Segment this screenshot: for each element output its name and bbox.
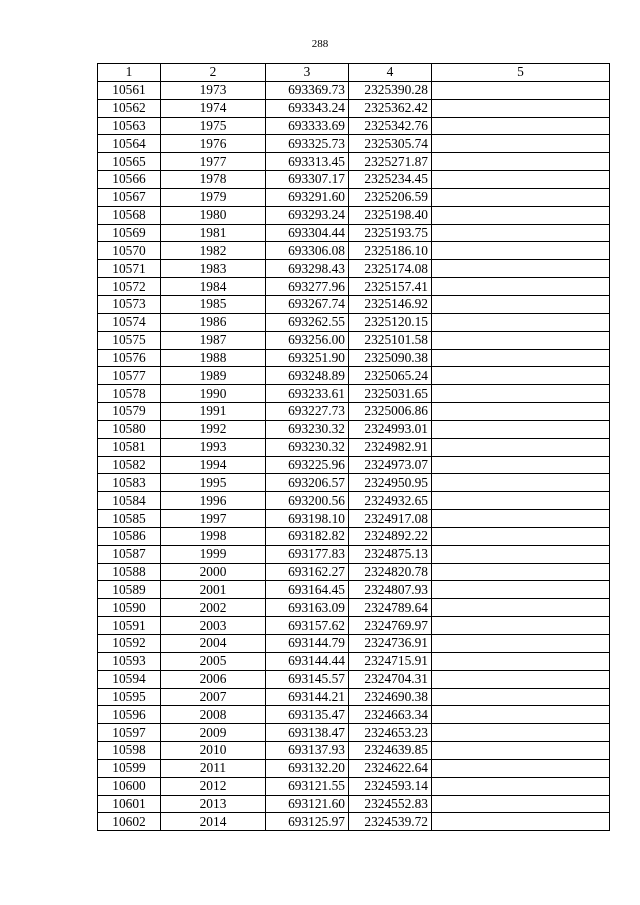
x-coordinate-cell: 693313.45: [266, 153, 349, 171]
row-number-cell: 10599: [98, 759, 161, 777]
note-cell: [432, 652, 610, 670]
y-coordinate-cell: 2324917.08: [349, 510, 432, 528]
x-coordinate-cell: 693138.47: [266, 724, 349, 742]
row-number-cell: 10581: [98, 438, 161, 456]
row-number-cell: 10579: [98, 403, 161, 421]
table-row: [98, 688, 610, 706]
y-coordinate-cell: 2324639.85: [349, 742, 432, 760]
point-number-cell: 1992: [161, 420, 266, 438]
column-header-2: 2: [161, 64, 266, 82]
table-row: [98, 581, 610, 599]
row-number-cell: 10562: [98, 99, 161, 117]
row-number-cell: 10597: [98, 724, 161, 742]
note-cell: [432, 670, 610, 688]
table-row: [98, 456, 610, 474]
x-coordinate-cell: 693248.89: [266, 367, 349, 385]
row-number-cell: 10585: [98, 510, 161, 528]
note-cell: [432, 456, 610, 474]
y-coordinate-cell: 2324820.78: [349, 563, 432, 581]
note-cell: [432, 367, 610, 385]
note-cell: [432, 278, 610, 296]
note-cell: [432, 795, 610, 813]
table-row: [98, 385, 610, 403]
y-coordinate-cell: 2324539.72: [349, 813, 432, 831]
table-row: [98, 652, 610, 670]
table-row: [98, 135, 610, 153]
point-number-cell: 1996: [161, 492, 266, 510]
row-number-cell: 10586: [98, 527, 161, 545]
point-number-cell: 1987: [161, 331, 266, 349]
x-coordinate-cell: 693162.27: [266, 563, 349, 581]
x-coordinate-cell: 693177.83: [266, 545, 349, 563]
row-number-cell: 10587: [98, 545, 161, 563]
y-coordinate-cell: 2324973.07: [349, 456, 432, 474]
point-number-cell: 2013: [161, 795, 266, 813]
row-number-cell: 10596: [98, 706, 161, 724]
coordinates-table: [97, 63, 610, 831]
point-number-cell: 1974: [161, 99, 266, 117]
table-row: [98, 420, 610, 438]
table-row: [98, 403, 610, 421]
y-coordinate-cell: 2324653.23: [349, 724, 432, 742]
table-row: [98, 438, 610, 456]
y-coordinate-cell: 2324690.38: [349, 688, 432, 706]
y-coordinate-cell: 2325362.42: [349, 99, 432, 117]
row-number-cell: 10593: [98, 652, 161, 670]
row-number-cell: 10568: [98, 206, 161, 224]
page-number: 288: [311, 38, 329, 50]
table-row: [98, 813, 610, 831]
table-row: [98, 492, 610, 510]
y-coordinate-cell: 2325193.75: [349, 224, 432, 242]
x-coordinate-cell: 693277.96: [266, 278, 349, 296]
y-coordinate-cell: 2325090.38: [349, 349, 432, 367]
point-number-cell: 1980: [161, 206, 266, 224]
x-coordinate-cell: 693306.08: [266, 242, 349, 260]
table-row: [98, 313, 610, 331]
point-number-cell: 2004: [161, 635, 266, 653]
y-coordinate-cell: 2324593.14: [349, 777, 432, 795]
y-coordinate-cell: 2324715.91: [349, 652, 432, 670]
row-number-cell: 10601: [98, 795, 161, 813]
point-number-cell: 1986: [161, 313, 266, 331]
x-coordinate-cell: 693144.44: [266, 652, 349, 670]
point-number-cell: 1975: [161, 117, 266, 135]
note-cell: [432, 474, 610, 492]
x-coordinate-cell: 693256.00: [266, 331, 349, 349]
column-header-5: 5: [432, 64, 610, 82]
point-number-cell: 1995: [161, 474, 266, 492]
y-coordinate-cell: 2324993.01: [349, 420, 432, 438]
y-coordinate-cell: 2324552.83: [349, 795, 432, 813]
x-coordinate-cell: 693164.45: [266, 581, 349, 599]
row-number-cell: 10594: [98, 670, 161, 688]
point-number-cell: 2003: [161, 617, 266, 635]
column-header-3: 3: [266, 64, 349, 82]
row-number-cell: 10576: [98, 349, 161, 367]
y-coordinate-cell: 2325234.45: [349, 171, 432, 189]
x-coordinate-cell: 693144.21: [266, 688, 349, 706]
table-row: [98, 777, 610, 795]
row-number-cell: 10602: [98, 813, 161, 831]
table-row: [98, 99, 610, 117]
point-number-cell: 2009: [161, 724, 266, 742]
table-row: [98, 599, 610, 617]
point-number-cell: 2001: [161, 581, 266, 599]
row-number-cell: 10564: [98, 135, 161, 153]
y-coordinate-cell: 2324932.65: [349, 492, 432, 510]
row-number-cell: 10567: [98, 188, 161, 206]
table-row: [98, 81, 610, 99]
x-coordinate-cell: 693307.17: [266, 171, 349, 189]
point-number-cell: 2014: [161, 813, 266, 831]
note-cell: [432, 81, 610, 99]
table-row: [98, 188, 610, 206]
row-number-cell: 10595: [98, 688, 161, 706]
y-coordinate-cell: 2325006.86: [349, 403, 432, 421]
y-coordinate-cell: 2324704.31: [349, 670, 432, 688]
point-number-cell: 1977: [161, 153, 266, 171]
x-coordinate-cell: 693369.73: [266, 81, 349, 99]
note-cell: [432, 706, 610, 724]
table-row: [98, 563, 610, 581]
row-number-cell: 10584: [98, 492, 161, 510]
y-coordinate-cell: 2324950.95: [349, 474, 432, 492]
x-coordinate-cell: 693132.20: [266, 759, 349, 777]
x-coordinate-cell: 693157.62: [266, 617, 349, 635]
table-row: [98, 617, 610, 635]
y-coordinate-cell: 2325186.10: [349, 242, 432, 260]
note-cell: [432, 688, 610, 706]
point-number-cell: 2002: [161, 599, 266, 617]
table-row: [98, 724, 610, 742]
table-row: [98, 545, 610, 563]
point-number-cell: 2012: [161, 777, 266, 795]
row-number-cell: 10578: [98, 385, 161, 403]
note-cell: [432, 777, 610, 795]
point-number-cell: 1983: [161, 260, 266, 278]
y-coordinate-cell: 2324736.91: [349, 635, 432, 653]
note-cell: [432, 510, 610, 528]
note-cell: [432, 420, 610, 438]
x-coordinate-cell: 693225.96: [266, 456, 349, 474]
table-row: [98, 527, 610, 545]
point-number-cell: 1985: [161, 295, 266, 313]
note-cell: [432, 188, 610, 206]
table-row: [98, 153, 610, 171]
table-row: [98, 759, 610, 777]
row-number-cell: 10590: [98, 599, 161, 617]
x-coordinate-cell: 693144.79: [266, 635, 349, 653]
note-cell: [432, 492, 610, 510]
x-coordinate-cell: 693121.55: [266, 777, 349, 795]
y-coordinate-cell: 2325206.59: [349, 188, 432, 206]
point-number-cell: 1981: [161, 224, 266, 242]
y-coordinate-cell: 2324622.64: [349, 759, 432, 777]
table-row: [98, 224, 610, 242]
row-number-cell: 10569: [98, 224, 161, 242]
y-coordinate-cell: 2324807.93: [349, 581, 432, 599]
point-number-cell: 1998: [161, 527, 266, 545]
point-number-cell: 1984: [161, 278, 266, 296]
row-number-cell: 10574: [98, 313, 161, 331]
x-coordinate-cell: 693121.60: [266, 795, 349, 813]
row-number-cell: 10582: [98, 456, 161, 474]
table-row: [98, 278, 610, 296]
column-header-4: 4: [349, 64, 432, 82]
x-coordinate-cell: 693163.09: [266, 599, 349, 617]
x-coordinate-cell: 693298.43: [266, 260, 349, 278]
y-coordinate-cell: 2325198.40: [349, 206, 432, 224]
note-cell: [432, 527, 610, 545]
row-number-cell: 10571: [98, 260, 161, 278]
table-row: [98, 742, 610, 760]
x-coordinate-cell: 693200.56: [266, 492, 349, 510]
table-row: [98, 206, 610, 224]
note-cell: [432, 153, 610, 171]
row-number-cell: 10580: [98, 420, 161, 438]
note-cell: [432, 581, 610, 599]
x-coordinate-cell: 693293.24: [266, 206, 349, 224]
note-cell: [432, 545, 610, 563]
note-cell: [432, 349, 610, 367]
note-cell: [432, 635, 610, 653]
x-coordinate-cell: 693230.32: [266, 420, 349, 438]
x-coordinate-cell: 693182.82: [266, 527, 349, 545]
row-number-cell: 10561: [98, 81, 161, 99]
note-cell: [432, 563, 610, 581]
table-row: [98, 295, 610, 313]
point-number-cell: 1976: [161, 135, 266, 153]
y-coordinate-cell: 2324769.97: [349, 617, 432, 635]
point-number-cell: 2008: [161, 706, 266, 724]
table-header: [98, 64, 610, 82]
note-cell: [432, 617, 610, 635]
point-number-cell: 2006: [161, 670, 266, 688]
y-coordinate-cell: 2325342.76: [349, 117, 432, 135]
row-number-cell: 10575: [98, 331, 161, 349]
row-number-cell: 10570: [98, 242, 161, 260]
note-cell: [432, 295, 610, 313]
table-row: [98, 635, 610, 653]
x-coordinate-cell: 693304.44: [266, 224, 349, 242]
note-cell: [432, 242, 610, 260]
row-number-cell: 10573: [98, 295, 161, 313]
y-coordinate-cell: 2324789.64: [349, 599, 432, 617]
note-cell: [432, 171, 610, 189]
point-number-cell: 1979: [161, 188, 266, 206]
x-coordinate-cell: 693325.73: [266, 135, 349, 153]
table-row: [98, 795, 610, 813]
row-number-cell: 10565: [98, 153, 161, 171]
x-coordinate-cell: 693227.73: [266, 403, 349, 421]
note-cell: [432, 206, 610, 224]
row-number-cell: 10588: [98, 563, 161, 581]
note-cell: [432, 438, 610, 456]
y-coordinate-cell: 2325271.87: [349, 153, 432, 171]
y-coordinate-cell: 2325120.15: [349, 313, 432, 331]
point-number-cell: 2010: [161, 742, 266, 760]
y-coordinate-cell: 2325101.58: [349, 331, 432, 349]
point-number-cell: 2000: [161, 563, 266, 581]
table-row: [98, 349, 610, 367]
table-row: [98, 260, 610, 278]
row-number-cell: 10600: [98, 777, 161, 795]
x-coordinate-cell: 693145.57: [266, 670, 349, 688]
x-coordinate-cell: 693262.55: [266, 313, 349, 331]
note-cell: [432, 313, 610, 331]
y-coordinate-cell: 2325146.92: [349, 295, 432, 313]
note-cell: [432, 742, 610, 760]
x-coordinate-cell: 693233.61: [266, 385, 349, 403]
note-cell: [432, 599, 610, 617]
point-number-cell: 1994: [161, 456, 266, 474]
table-row: [98, 117, 610, 135]
row-number-cell: 10591: [98, 617, 161, 635]
point-number-cell: 1989: [161, 367, 266, 385]
row-number-cell: 10589: [98, 581, 161, 599]
table-row: [98, 331, 610, 349]
point-number-cell: 2007: [161, 688, 266, 706]
x-coordinate-cell: 693230.32: [266, 438, 349, 456]
note-cell: [432, 331, 610, 349]
note-cell: [432, 403, 610, 421]
x-coordinate-cell: 693125.97: [266, 813, 349, 831]
y-coordinate-cell: 2325174.08: [349, 260, 432, 278]
note-cell: [432, 99, 610, 117]
note-cell: [432, 813, 610, 831]
table-row: [98, 171, 610, 189]
row-number-cell: 10572: [98, 278, 161, 296]
y-coordinate-cell: 2324982.91: [349, 438, 432, 456]
point-number-cell: 1973: [161, 81, 266, 99]
note-cell: [432, 724, 610, 742]
x-coordinate-cell: 693198.10: [266, 510, 349, 528]
point-number-cell: 1978: [161, 171, 266, 189]
note-cell: [432, 260, 610, 278]
y-coordinate-cell: 2325390.28: [349, 81, 432, 99]
row-number-cell: 10563: [98, 117, 161, 135]
table-row: [98, 510, 610, 528]
x-coordinate-cell: 693206.57: [266, 474, 349, 492]
y-coordinate-cell: 2325065.24: [349, 367, 432, 385]
y-coordinate-cell: 2324875.13: [349, 545, 432, 563]
table-row: [98, 242, 610, 260]
row-number-cell: 10566: [98, 171, 161, 189]
x-coordinate-cell: 693137.93: [266, 742, 349, 760]
point-number-cell: 1982: [161, 242, 266, 260]
point-number-cell: 1999: [161, 545, 266, 563]
row-number-cell: 10598: [98, 742, 161, 760]
row-number-cell: 10577: [98, 367, 161, 385]
row-number-cell: 10592: [98, 635, 161, 653]
point-number-cell: 1991: [161, 403, 266, 421]
x-coordinate-cell: 693343.24: [266, 99, 349, 117]
y-coordinate-cell: 2325031.65: [349, 385, 432, 403]
y-coordinate-cell: 2325157.41: [349, 278, 432, 296]
point-number-cell: 2005: [161, 652, 266, 670]
table-row: [98, 367, 610, 385]
table-row: [98, 670, 610, 688]
point-number-cell: 1997: [161, 510, 266, 528]
note-cell: [432, 759, 610, 777]
y-coordinate-cell: 2325305.74: [349, 135, 432, 153]
table-body: [98, 81, 610, 830]
point-number-cell: 1993: [161, 438, 266, 456]
y-coordinate-cell: 2324663.34: [349, 706, 432, 724]
x-coordinate-cell: 693333.69: [266, 117, 349, 135]
note-cell: [432, 117, 610, 135]
point-number-cell: 1988: [161, 349, 266, 367]
x-coordinate-cell: 693267.74: [266, 295, 349, 313]
point-number-cell: 2011: [161, 759, 266, 777]
column-header-1: 1: [98, 64, 161, 82]
x-coordinate-cell: 693291.60: [266, 188, 349, 206]
x-coordinate-cell: 693251.90: [266, 349, 349, 367]
table-row: [98, 706, 610, 724]
point-number-cell: 1990: [161, 385, 266, 403]
note-cell: [432, 385, 610, 403]
row-number-cell: 10583: [98, 474, 161, 492]
note-cell: [432, 135, 610, 153]
x-coordinate-cell: 693135.47: [266, 706, 349, 724]
y-coordinate-cell: 2324892.22: [349, 527, 432, 545]
note-cell: [432, 224, 610, 242]
table-row: [98, 474, 610, 492]
header-row: [98, 64, 610, 82]
